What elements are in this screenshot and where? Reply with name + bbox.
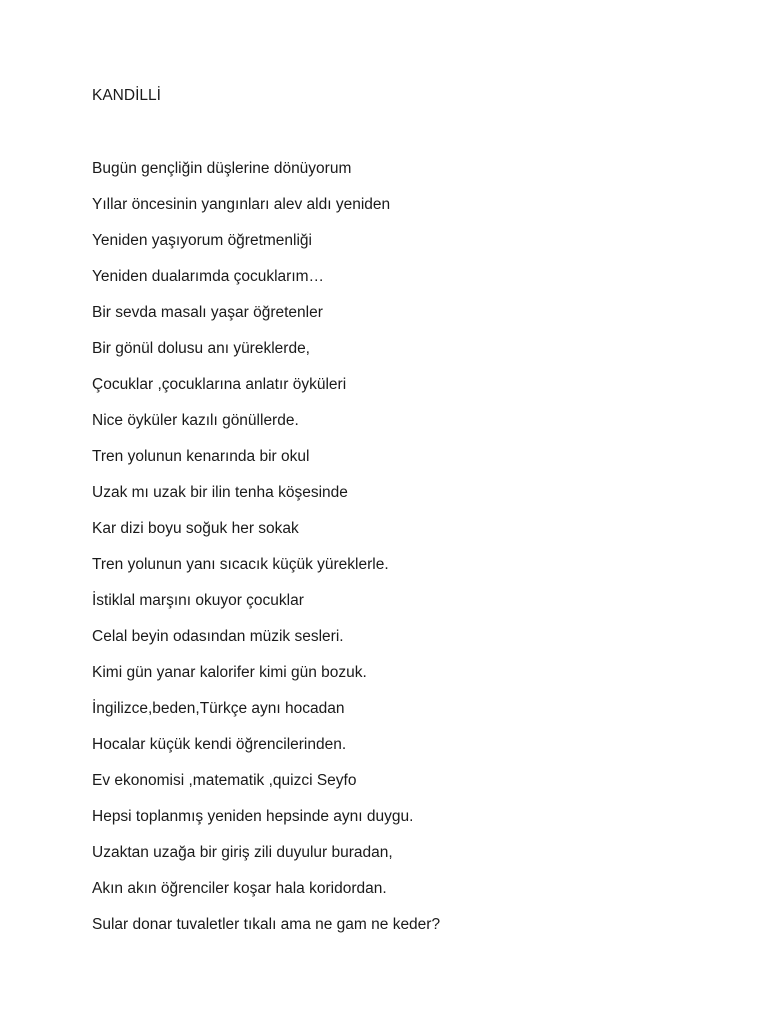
poem-line: Çocuklar ,çocuklarına anlatır öyküleri: [92, 376, 347, 393]
poem-line: Bugün gençliğin düşlerine dönüyorum: [92, 160, 352, 177]
poem-line: Hocalar küçük kendi öğrencilerinden.: [92, 736, 347, 753]
poem-line: Nice öyküler kazılı gönüllerde.: [92, 412, 299, 429]
poem-line: Bir gönül dolusu anı yüreklerde,: [92, 340, 310, 357]
poem-line: Akın akın öğrenciler koşar hala koridordan.: [92, 880, 387, 897]
poem-line: Uzak mı uzak bir ilin tenha köşesinde: [92, 484, 348, 501]
poem-line: Kimi gün yanar kalorifer kimi gün bozuk.: [92, 664, 367, 681]
poem-line: Sular donar tuvaletler tıkalı ama ne gam ne keder?: [92, 916, 441, 933]
poem-line: İstiklal marşını okuyor çocuklar: [92, 592, 304, 609]
poem-line: Yeniden yaşıyorum öğretmenliği: [92, 232, 312, 249]
poem-line: Kar dizi boyu soğuk her sokak: [92, 520, 299, 537]
poem-line: Hepsi toplanmış yeniden hepsinde aynı duygu.: [92, 808, 414, 825]
poem-body: [92, 158, 440, 950]
poem-title: KANDİLLİ: [92, 87, 161, 104]
poem-line: Yeniden dualarımda çocuklarım…: [92, 268, 325, 285]
poem-line: Tren yolunun yanı sıcacık küçük yüreklerle.: [92, 556, 389, 573]
poem-line: Uzaktan uzağa bir giriş zili duyulur buradan,: [92, 844, 393, 861]
poem-line: Ev ekonomisi ,matematik ,quizci Seyfo: [92, 772, 357, 789]
poem-line: İngilizce,beden,Türkçe aynı hocadan: [92, 700, 345, 717]
poem-line: Celal beyin odasından müzik sesleri.: [92, 628, 344, 645]
poem-line: Bir sevda masalı yaşar öğretenler: [92, 304, 323, 321]
poem-line: Tren yolunun kenarında bir okul: [92, 448, 310, 465]
poem-line: Yıllar öncesinin yangınları alev aldı yeniden: [92, 196, 391, 213]
